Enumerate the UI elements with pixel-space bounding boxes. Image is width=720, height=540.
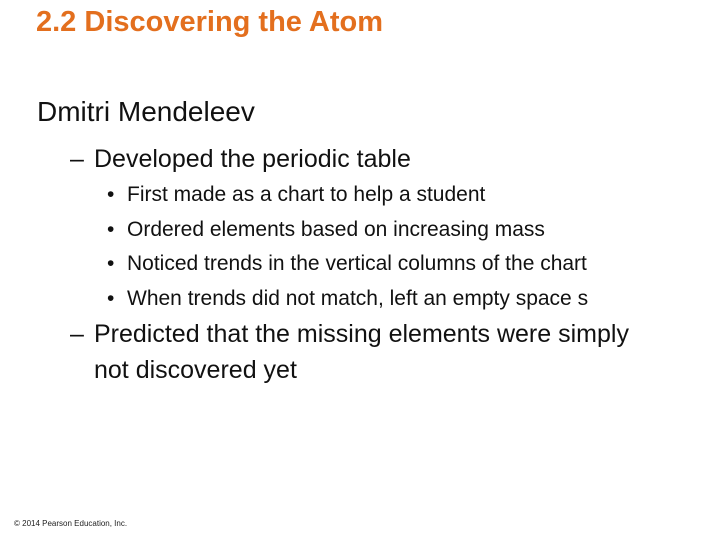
list-item [107,213,588,248]
list-item [107,247,588,282]
copyright-footer: © 2014 Pearson Education, Inc. [14,519,128,528]
list-item-text: Ordered elements based on increasing mass [127,217,545,241]
sub-point-predicted [70,316,630,388]
main-point: Dmitri Mendeleev [37,96,255,127]
sub-point-developed [70,141,411,177]
sub-point-text: Predicted that the missing elements were simply not discovered yet [94,320,629,384]
dash-marker: – [70,145,84,173]
list-item [107,178,588,213]
list-item-text: When trends did not match, left an empty space s [127,286,589,310]
bullet-list [107,178,588,316]
bullet-icon: • [107,252,115,275]
list-item [107,282,588,317]
bullet-icon: • [107,183,115,206]
list-item-text: Noticed trends in the vertical columns of the chart [127,252,587,275]
bullet-icon: • [107,286,115,310]
dash-marker: – [70,320,84,348]
slide-title: 2.2 Discovering the Atom [36,6,384,38]
bullet-icon: • [107,217,115,241]
sub-point-text: Developed the periodic table [94,145,411,173]
list-item-text: First made as a chart to help a student [127,183,486,206]
